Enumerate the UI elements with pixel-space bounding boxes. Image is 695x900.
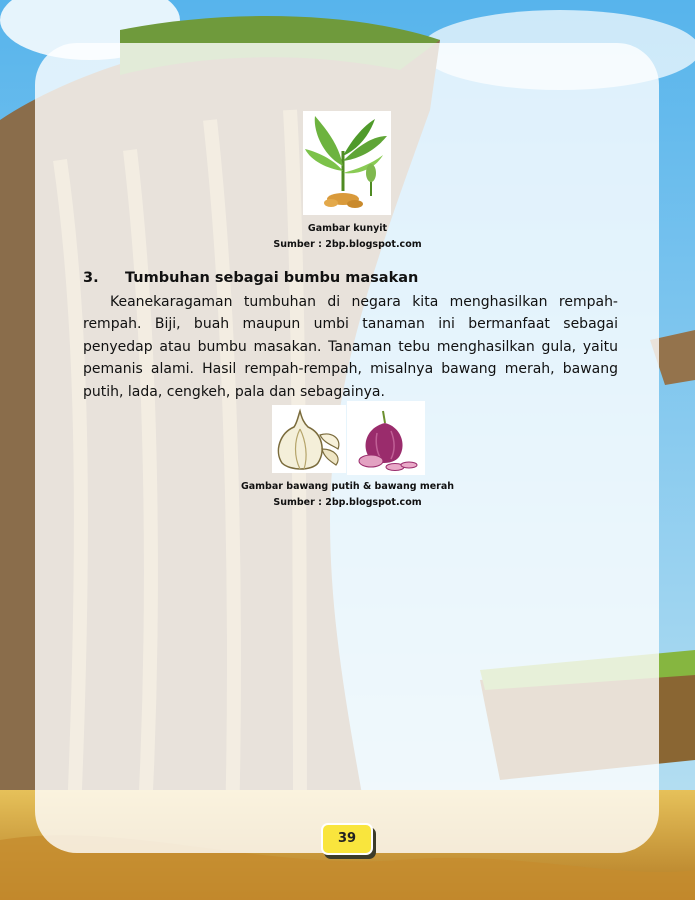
- turmeric-source: Sumber : 2bp.blogspot.com: [273, 239, 422, 250]
- onion-garlic-source: Sumber : 2bp.blogspot.com: [273, 497, 422, 508]
- section-title: Tumbuhan sebagai bumbu masakan: [125, 270, 419, 286]
- page-number: 39: [321, 823, 373, 855]
- shallot-image: [347, 401, 425, 475]
- turmeric-caption: Gambar kunyit: [307, 223, 388, 234]
- section-number: 3.: [83, 270, 99, 286]
- turmeric-figure: [303, 111, 391, 215]
- shallot-figure: [347, 401, 425, 475]
- section-heading: [83, 270, 418, 286]
- garlic-figure: [272, 405, 346, 473]
- section-paragraph: Keanekaragaman tumbuhan di negara kita menghasilkan rempah-rempah. Biji, buah maupun umbi tanaman ini bermanfaat sebagai penyedap atau bumbu masakan. Tanaman tebu menghasilkan gula, yaitu pemanis alami. Hasil rempah-rempah, misalnya bawang merah, bawang putih, lada, cengkeh, pala dan sebagainya.: [83, 294, 618, 400]
- garlic-image: [272, 405, 346, 473]
- turmeric-plant-image: [303, 111, 391, 215]
- onion-garlic-caption: Gambar bawang putih & bawang merah: [240, 481, 455, 492]
